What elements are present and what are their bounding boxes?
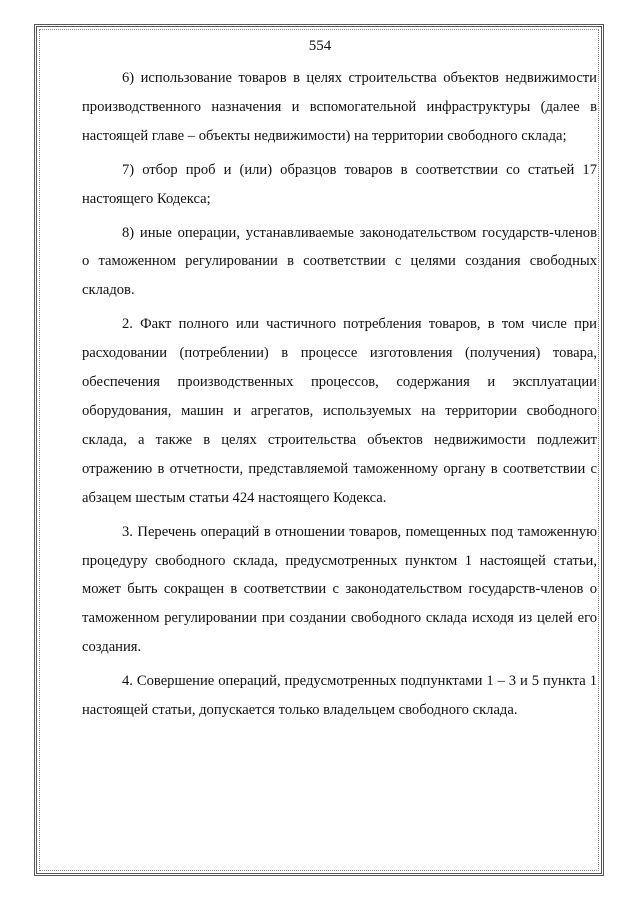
paragraph-subitem-7: 7) отбор проб и (или) образцов товаров в соответствии со статьей 17 настоящего Кодекса; [82,161,597,207]
paragraph-subitem-6: 6) использование товаров в целях строительства объектов недвижимости производственного назначения и вспомогательной инфраструктуры (далее в настоящей главе – объекты недвижимости) на территории свободного склада; [82,70,597,144]
paragraph-item-2: 2. Факт полного или частичного потребления товаров, в том числе при расходовании (потреблении) в процессе изготовления (получения) товара, обеспечения производственных процессов, содержания и эксплуатации оборудования, машин и агрегатов, используемых на территории свободного склада, а также в целях строительства объектов недвижимости подлежит отражению в отчетности, представляемой таможенному органу в соответствии с абзацем шестым статьи 424 настоящего Кодекса. [82,316,597,506]
paragraph-item-4: 4. Совершение операций, предусмотренных подпунктами 1 – 3 и 5 пункта 1 настоящей статьи, допускается только владельцем свободного склада. [82,673,597,719]
document-body [82,64,597,730]
paragraph-subitem-8: 8) иные операции, устанавливаемые законодательством государств-членов о таможенном регулировании в соответствии с целями создания свободных складов. [82,224,597,299]
page-number: 554 [308,38,332,54]
paragraph-item-3: 3. Перечень операций в отношении товаров, помещенных под таможенную процедуру свободного склада, предусмотренных пунктом 1 настоящей статьи, может быть сокращен в соответствии с законодательством государств-членов о таможенном регулировании при создании свободного склада исходя из целей его создания. [82,523,597,656]
